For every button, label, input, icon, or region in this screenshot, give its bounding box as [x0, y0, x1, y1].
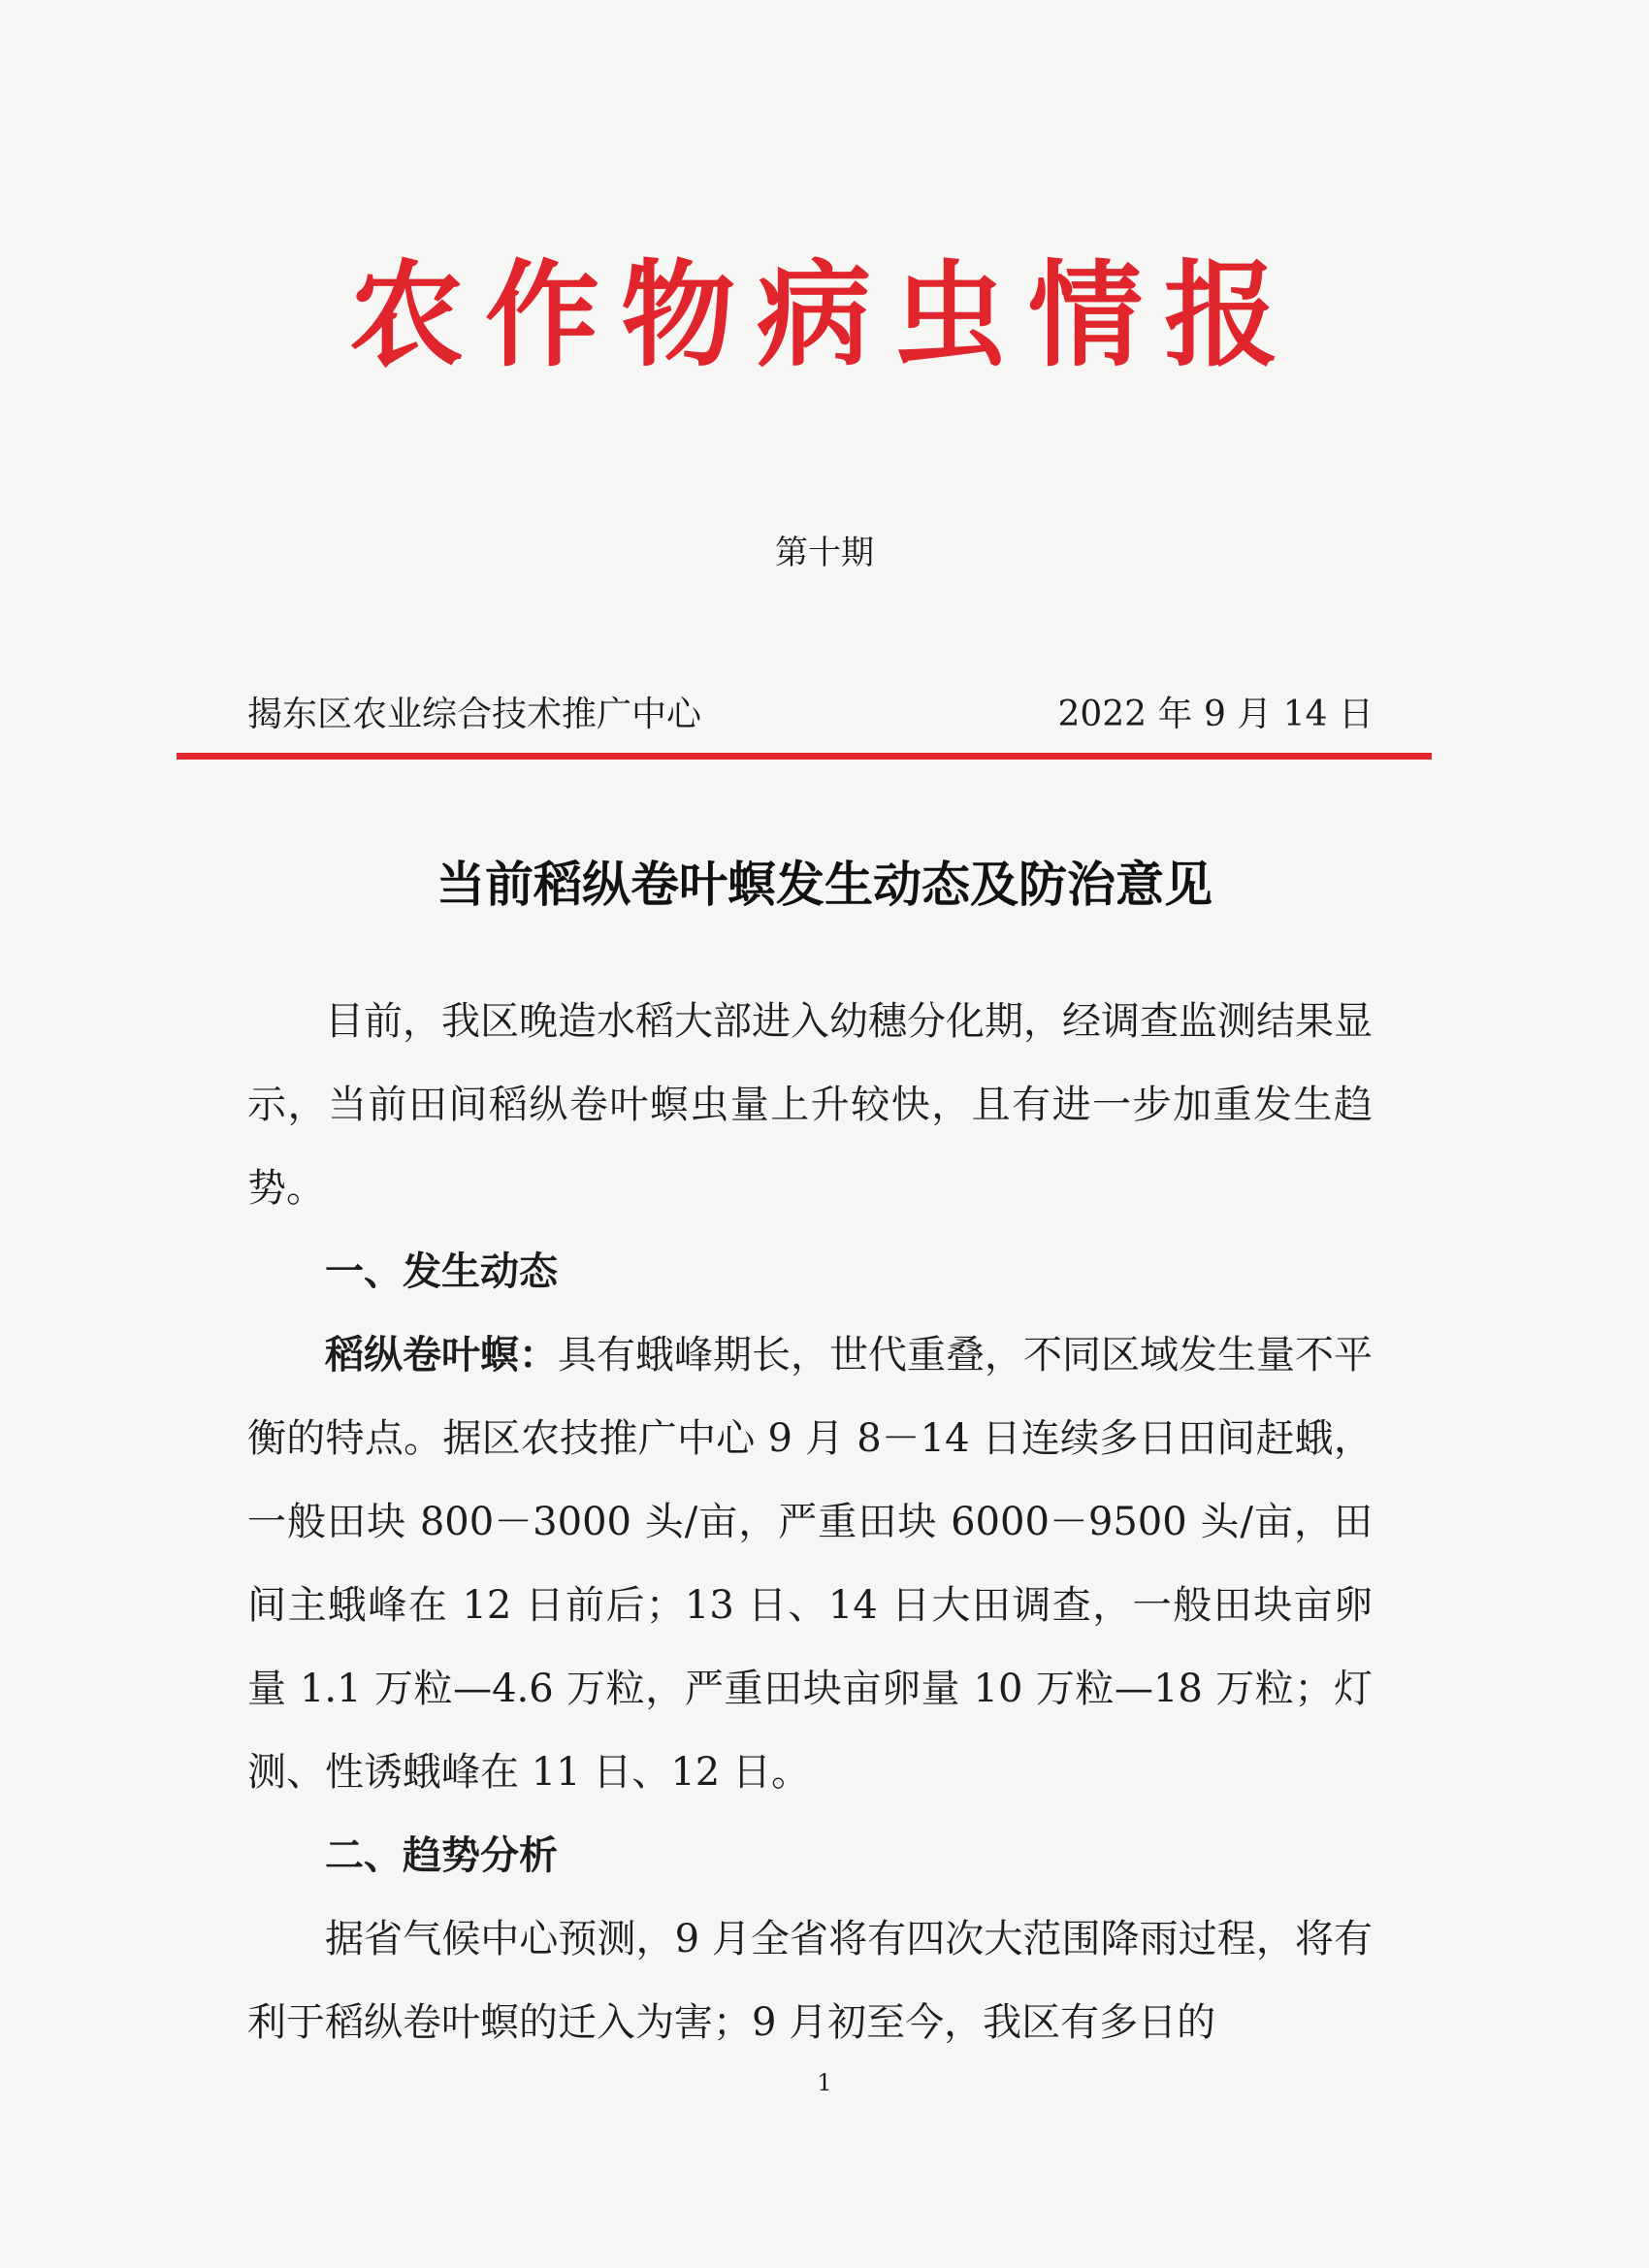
- masthead-title: 农作物病虫情报: [348, 248, 1300, 382]
- issuing-organization: 揭东区农业综合技术推广中心: [247, 695, 702, 734]
- section-heading-occurrence: 一、发生动态: [325, 1249, 558, 1294]
- document-body: [247, 980, 1373, 2064]
- document-title: 当前稻纵卷叶螟发生动态及防治意见: [436, 857, 1212, 913]
- trend-paragraph: 据省气候中心预测，9 月全省将有四次大范围降雨过程，将有利于稻纵卷叶螟的迁入为害；9 月初至今，我区有多日的: [247, 1917, 1373, 2045]
- occurrence-paragraph: [247, 1313, 1373, 1814]
- header-divider: [177, 753, 1432, 760]
- issue-date: 2022 年 9 月 14 日: [1057, 695, 1374, 734]
- issue-number: 第十期: [775, 534, 874, 572]
- page-number: 1: [817, 2069, 832, 2096]
- pest-name-term: 稻纵卷叶螟：: [325, 1333, 558, 1377]
- occurrence-text: 具有蛾峰期长，世代重叠，不同区域发生量不平衡的特点。据区农技推广中心 9 月 8－14 日连续多日田间赶蛾，一般田块 800－3000 头/亩，严重田块 6000－9500 头/亩，田间主蛾峰在 12 日前后；13 日、14 日大田调查，一般田块亩卵量 1.1 万粒—4.6 万粒，严重田块亩卵量 10 万粒—18 万粒；灯测、性诱蛾峰在 11 日、12 日。: [247, 1333, 1373, 1795]
- section-heading-trend: 二、趋势分析: [325, 1833, 558, 1878]
- intro-paragraph: 目前，我区晚造水稻大部进入幼穗分化期，经调查监测结果显示，当前田间稻纵卷叶螟虫量上升较快，且有进一步加重发生趋势。: [247, 999, 1373, 1211]
